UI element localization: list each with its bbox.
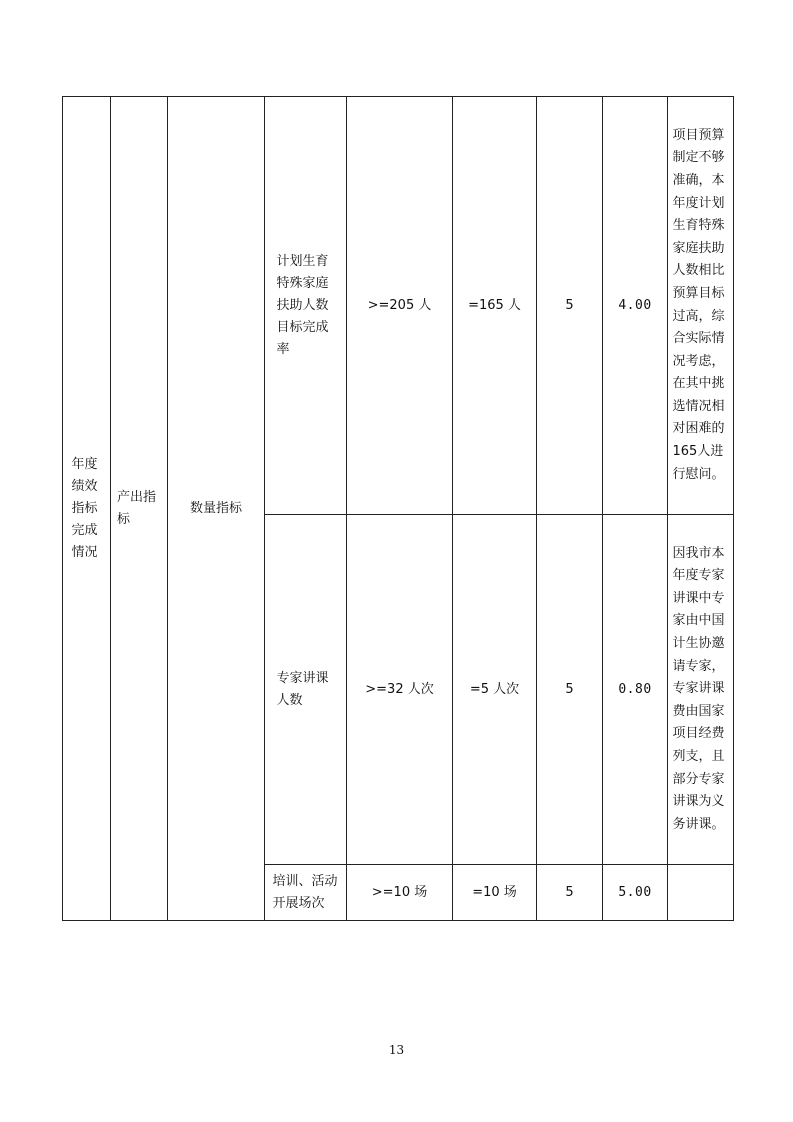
target-cell [347,97,453,515]
category-label: 年度绩效指标完成情况 [71,456,98,560]
level1-indicator-label: 产出指标 [117,489,157,527]
target-value: >=32 人次 [365,681,434,697]
score-value: 5.00 [618,884,652,900]
indicator-name: 计划生育特殊家庭扶助人数目标完成率 [276,253,329,357]
note-cell [668,865,734,921]
level2-indicator-cell [168,97,265,921]
indicator-cell [265,865,347,921]
note-cell [668,97,734,515]
indicator-name: 专家讲课人数 [276,670,329,708]
page-number: 13 [388,1043,405,1057]
performance-table [62,96,734,921]
actual-cell [453,865,537,921]
weight-value: 5 [565,884,574,900]
actual-value: =5 人次 [469,681,520,697]
level1-indicator-cell [111,97,168,921]
actual-cell [453,515,537,865]
weight-cell [537,97,603,515]
target-cell [347,865,453,921]
score-cell [603,515,668,865]
category-cell [63,97,111,921]
indicator-cell [265,97,347,515]
indicator-cell [265,515,347,865]
indicator-name: 培训、活动开展场次 [272,873,338,911]
target-value: >=205 人 [367,297,432,313]
target-value: >=10 场 [371,884,428,900]
table-row [63,97,734,515]
score-cell [603,865,668,921]
actual-cell [453,97,537,515]
weight-value: 5 [565,681,574,697]
weight-value: 5 [565,297,574,313]
level2-indicator-label: 数量指标 [189,500,242,516]
score-cell [603,97,668,515]
weight-cell [537,865,603,921]
actual-value: =10 场 [472,884,517,900]
weight-cell [537,515,603,865]
score-value: 4.00 [618,297,652,313]
deviation-note: 因我市本年度专家讲课中专家由中国计生协邀请专家，专家讲课费由国家项目经费列支，且部分专家讲课为义务讲课。 [672,545,725,832]
deviation-note: 项目预算制定不够准确，本年度计划生育特殊家庭扶助人数相比预算目标过高，综合实际情况考虑，在其中挑选情况相对困难的165人进行慰问。 [672,127,725,482]
note-cell [668,515,734,865]
actual-value: =165 人 [468,297,521,313]
target-cell [347,515,453,865]
score-value: 0.80 [618,681,652,697]
